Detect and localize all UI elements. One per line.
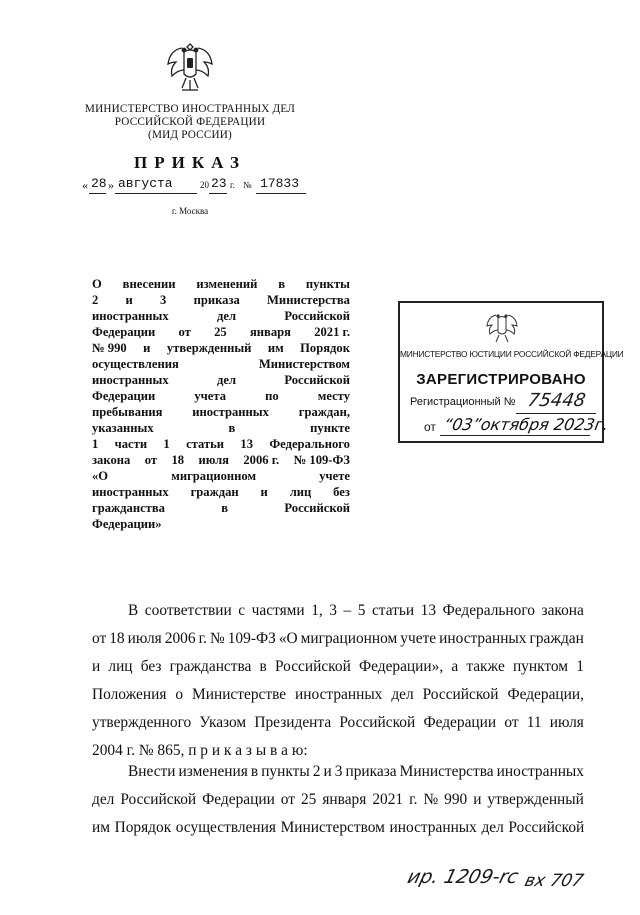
word: в	[259, 658, 267, 675]
word: Федерации»,	[358, 658, 444, 675]
word: 25	[300, 791, 317, 808]
word: 18	[109, 630, 125, 647]
date-day: 28	[91, 176, 107, 191]
word: Федерации	[423, 714, 497, 731]
word: июля	[549, 714, 584, 731]
stamp-date-label: от	[424, 420, 436, 434]
word: учета	[194, 389, 227, 403]
word: от	[504, 714, 519, 731]
text-line	[92, 758, 584, 786]
word: частями	[251, 602, 305, 619]
word: изменений	[196, 277, 258, 291]
word: 13	[240, 437, 254, 451]
word: иностранных	[496, 763, 584, 780]
registration-stamp	[398, 301, 624, 443]
word: Российской	[120, 791, 197, 808]
word: г.	[409, 791, 418, 808]
word: статьи	[186, 437, 225, 451]
word: в	[221, 501, 229, 515]
word: 1	[163, 437, 170, 451]
word: В	[128, 602, 139, 619]
word: дел	[92, 791, 115, 808]
text-line	[92, 597, 584, 625]
month-underline	[115, 193, 197, 194]
text-line	[92, 625, 584, 653]
word: пунктом	[512, 658, 569, 675]
stamp-reg-number: 75448	[526, 390, 588, 411]
word: «О	[92, 469, 109, 483]
word: приказа	[193, 293, 240, 307]
subject-line	[92, 420, 350, 436]
word: Федерального	[442, 602, 535, 619]
word: Федерации»	[92, 517, 162, 531]
word: иностранных	[192, 405, 269, 419]
subject-line	[92, 308, 350, 324]
word: иностранных	[439, 630, 527, 647]
word: иностранных	[295, 686, 383, 703]
word: соответствии	[144, 602, 232, 619]
stamp-date: “03”октября 2023г.	[442, 415, 610, 434]
word: Федерации	[92, 389, 156, 403]
word: 2	[312, 763, 321, 780]
word: миграционном	[300, 630, 398, 647]
text-line	[92, 786, 584, 814]
word: и	[125, 293, 133, 307]
subject-line	[92, 340, 350, 356]
word: 3	[329, 602, 337, 619]
word: 990	[444, 791, 468, 808]
word: дел	[217, 309, 237, 323]
text-line	[92, 681, 584, 709]
stamp-ministry-name: МИНИСТЕРСТВО ЮСТИЦИИ РОССИЙСКОЙ ФЕДЕРАЦИИ	[400, 349, 624, 359]
word: закона	[541, 602, 584, 619]
word: граждан	[190, 485, 239, 499]
word: г.	[198, 630, 208, 647]
word: и	[260, 485, 268, 499]
word: Указом	[199, 714, 247, 731]
ministry-abbreviation: (МИД РОССИИ)	[148, 129, 232, 142]
word: учете	[400, 630, 437, 647]
word: от	[280, 791, 296, 808]
date-month: августа	[118, 176, 173, 191]
word: Федерации,	[507, 686, 584, 703]
word: Министерством	[280, 819, 385, 836]
date-year-prefix: 20	[200, 180, 209, 190]
document-number: 17833	[260, 176, 300, 191]
word: 2021	[372, 791, 404, 808]
word: гражданства	[169, 658, 252, 675]
subject-line	[92, 356, 350, 372]
word: осуществления	[175, 819, 276, 836]
stamp-reg-number-label: Регистрационный №	[410, 396, 516, 408]
order-paragraph	[92, 758, 584, 842]
word: 2	[92, 293, 99, 307]
word: лиц	[289, 485, 312, 499]
ministry-name-line1: МИНИСТЕРСТВО ИНОСТРАННЫХ ДЕЛ	[84, 103, 296, 115]
open-quote: «	[82, 178, 88, 192]
preamble-paragraph	[92, 597, 584, 765]
word: гражданства	[92, 501, 165, 515]
word: № 109-ФЗ	[293, 453, 350, 467]
subject-line	[92, 468, 350, 484]
word: им	[267, 341, 284, 355]
word: утвержденный	[166, 341, 252, 355]
word: 1	[92, 437, 99, 451]
word: 3	[160, 293, 167, 307]
word: 1	[576, 658, 584, 675]
subject-line	[92, 324, 350, 340]
word: утвержденного	[92, 714, 192, 731]
word: утвержденный	[487, 791, 584, 808]
word: дел	[217, 373, 237, 387]
subject-line	[92, 388, 350, 404]
word: иностранных	[389, 819, 477, 836]
word: Министерства	[267, 293, 350, 307]
word: 2004 г. № 865, п р и к а з ы в а ю:	[92, 742, 308, 759]
word: 2006	[164, 630, 196, 647]
word: Федерального	[269, 437, 350, 451]
subject-line	[92, 276, 350, 292]
number-underline	[256, 193, 306, 194]
word: пункты	[305, 277, 350, 291]
word: июля	[127, 630, 162, 647]
word: в	[278, 277, 286, 291]
ministry-name-line2: РОССИЙСКОЙ ФЕДЕРАЦИИ	[114, 116, 266, 129]
word: –	[343, 602, 352, 619]
word: Российской	[422, 686, 499, 703]
word: 109-ФЗ	[227, 630, 276, 647]
word: миграционном	[171, 469, 257, 483]
word: изменения	[178, 763, 248, 780]
word: июля	[198, 453, 229, 467]
word: и	[92, 658, 101, 675]
word: пункте	[310, 421, 350, 435]
word: января	[249, 325, 291, 339]
text-line	[92, 653, 584, 681]
year-underline	[209, 193, 227, 194]
word: закона	[92, 453, 131, 467]
word: без	[140, 658, 162, 675]
word: части	[114, 437, 148, 451]
stamp-registered-label: ЗАРЕГИСТРИРОВАНО	[416, 371, 586, 388]
word: а	[451, 658, 459, 675]
handwritten-note-right: вх 707	[522, 871, 586, 891]
word: О	[92, 277, 102, 291]
word: 1,	[311, 602, 323, 619]
word: в	[228, 421, 236, 435]
word: от	[144, 453, 158, 467]
word: Министерства	[399, 763, 494, 780]
word: и	[143, 341, 151, 355]
word: указанных	[92, 421, 154, 435]
word: 5	[357, 602, 366, 619]
word: и	[323, 763, 332, 780]
stamp-date-underline	[440, 435, 590, 436]
word: им	[92, 819, 110, 836]
word: иностранных	[92, 485, 169, 499]
word: Министерстве	[192, 686, 287, 703]
word: по	[265, 389, 279, 403]
word: осуществления	[92, 357, 179, 371]
order-subject	[92, 276, 350, 532]
word: 3	[334, 763, 343, 780]
subject-line	[92, 500, 350, 516]
word: о	[175, 686, 184, 703]
stamp-coat-of-arms-icon	[485, 309, 519, 345]
word: Российской	[508, 819, 585, 836]
word: дел	[481, 819, 504, 836]
word: граждан,	[298, 405, 350, 419]
word: также	[466, 658, 505, 675]
word: 11	[526, 714, 542, 731]
word: Федерации	[202, 791, 275, 808]
word: приказа	[345, 763, 397, 780]
day-underline	[89, 193, 106, 194]
word: 2006 г.	[243, 453, 280, 467]
word: иностранных	[92, 373, 169, 387]
subject-line	[92, 404, 350, 420]
word: пребывания	[92, 405, 163, 419]
ministry-header	[60, 103, 320, 143]
subject-line	[92, 516, 350, 532]
year-mark: г.	[230, 180, 235, 190]
word: месту	[317, 389, 350, 403]
word: дел	[391, 686, 414, 703]
word: от	[178, 325, 191, 339]
word: граждан	[529, 630, 584, 647]
word: Министерством	[258, 357, 350, 371]
word: Порядок	[300, 341, 350, 355]
word: пункты	[261, 763, 310, 780]
word: и	[473, 791, 482, 808]
word: Положения	[92, 686, 167, 703]
word: Президента	[254, 714, 332, 731]
word: Российской	[339, 714, 416, 731]
word: Порядок	[114, 819, 172, 836]
word: Российской	[284, 309, 350, 323]
word: внесении	[122, 277, 176, 291]
word: в	[250, 763, 259, 780]
subject-line	[92, 292, 350, 308]
subject-line	[92, 452, 350, 468]
word: «О	[278, 630, 298, 647]
coat-of-arms-icon	[162, 38, 218, 98]
text-line	[92, 814, 584, 842]
word: статьи	[371, 602, 415, 619]
word: Российской	[284, 373, 350, 387]
date-number-line	[82, 176, 322, 198]
subject-line	[92, 436, 350, 452]
handwritten-note-left: ир. 1209-rc	[405, 866, 521, 888]
reg-number-underline	[516, 413, 596, 414]
word: 13	[420, 602, 437, 619]
word: Федерации	[92, 325, 156, 339]
word: 18	[171, 453, 185, 467]
word: лиц	[108, 658, 133, 675]
word: учете	[319, 469, 350, 483]
subject-line	[92, 372, 350, 388]
text-line	[92, 709, 584, 737]
word: Внести	[128, 763, 176, 780]
word: без	[333, 485, 350, 499]
word: от	[92, 630, 107, 647]
word: с	[238, 602, 246, 619]
word: января	[322, 791, 367, 808]
number-mark: №	[243, 180, 252, 190]
word: 25	[214, 325, 227, 339]
word: №	[423, 791, 439, 808]
word: № 990	[92, 341, 127, 355]
close-quote: »	[108, 178, 114, 192]
date-year-suffix: 23	[211, 176, 227, 191]
word: №	[210, 630, 225, 647]
city-label: г. Москва	[171, 206, 209, 216]
word: Российской	[284, 501, 350, 515]
word: 2021 г.	[314, 325, 350, 339]
document-type-title: ПРИКАЗ	[134, 153, 246, 172]
word: иностранных	[92, 309, 169, 323]
subject-line	[92, 484, 350, 500]
word: Российской	[274, 658, 351, 675]
